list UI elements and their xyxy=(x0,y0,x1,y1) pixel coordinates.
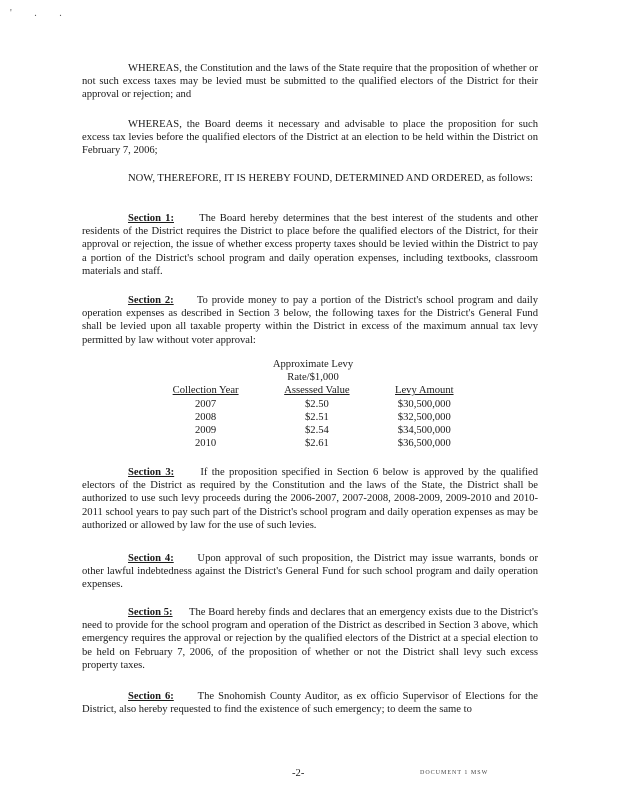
whereas-paragraph-2: WHEREAS, the Board deems it necessary and advisable to place the proposition for such excess tax levies before the qualified electors of the District at an election to be held within the District on February 7, 2006; xyxy=(82,119,538,157)
cell-rate: $2.54 xyxy=(304,425,329,437)
levy-table xyxy=(148,358,478,450)
section-3-label: Section 3: xyxy=(128,467,175,478)
section-2-paragraph xyxy=(82,294,538,347)
section-4-paragraph xyxy=(82,552,538,592)
section-3-paragraph xyxy=(82,466,538,532)
table-row xyxy=(148,411,478,424)
section-4-text: Upon approval of such proposition, the District may issue warrants, bonds or other lawful indebtedness against the District's General Fund for such school program and daily operation expenses. xyxy=(82,553,538,591)
now-therefore-paragraph: NOW, THEREFORE, IT IS HEREBY FOUND, DETERMINED AND ORDERED, as follows: xyxy=(128,173,533,184)
section-6-label: Section 6: xyxy=(128,691,174,702)
section-2-label: Section 2: xyxy=(128,295,174,306)
cell-rate: $2.51 xyxy=(304,411,329,423)
table-row xyxy=(148,398,478,411)
section-1-paragraph xyxy=(82,212,538,278)
section-2-text: To provide money to pay a portion of the District's school program and daily operation expenses as described in Section 3 below, the following taxes for the District's General Fund shall be levied upon all taxable property within the District in excess of the maximum annual tax levy permitted by law without voter approval: xyxy=(82,295,539,346)
table-row xyxy=(148,437,478,450)
section-5-text: The Board hereby finds and declares that an emergency exists due to the District's need to provide for the school program and operation of the District as described in Section 3 above, which emergency requires the approval or rejection by the qualified electors of the District at a special election to be held on February 7, 2006, of the proposition of whether or not the District shall levy such excess property taxes. xyxy=(82,607,538,671)
section-3-text: If the proposition specified in Section 6 below is approved by the qualified electors of the District as required by the Constitution and the laws of the State, the District shall be authorized to use such levy proceeds during the 2006-2007, 2007-2008, 2008-2009, 2009-2010 and 2010-2011 school years to pay such part of the District's school program and daily operation expenses as may be authorized or allowed by law for the use of such levies. xyxy=(82,467,538,531)
levy-header-line-1: Approximate Levy xyxy=(272,359,354,370)
levy-header-line-2: Rate/$1,000 xyxy=(287,372,339,384)
cell-year: 2010 xyxy=(195,438,217,450)
section-5-label: Section 5: xyxy=(128,607,173,618)
section-5-paragraph xyxy=(82,606,538,672)
cell-amount: $32,500,000 xyxy=(397,411,451,423)
page-number: -2- xyxy=(292,768,305,779)
section-1-text: The Board hereby determines that the best interest of the students and other residents of the District requires the District to place before the qualified electors of the District, for their approval or rejection, the issue of whether excess property taxes should be levied within the District to pay a portion of the District's school program and daily operation expenses, including textbooks, classroom materials and staff. xyxy=(82,213,538,277)
col-header-collection-year: Collection Year xyxy=(172,385,239,397)
section-1-label: Section 1: xyxy=(128,213,174,224)
table-row xyxy=(148,424,478,437)
col-header-levy-amount: Levy Amount xyxy=(395,385,454,397)
section-4-label: Section 4: xyxy=(128,553,174,564)
cell-year: 2009 xyxy=(195,425,217,437)
corner-marks: ' . . xyxy=(10,8,72,19)
cell-rate: $2.61 xyxy=(304,438,329,450)
cell-amount: $36,500,000 xyxy=(397,438,451,450)
document-reference: DOCUMENT 1 MSW xyxy=(420,770,489,776)
cell-amount: $30,500,000 xyxy=(397,398,451,410)
levy-header-row xyxy=(148,384,478,397)
section-6-text: The Snohomish County Auditor, as ex officio Supervisor of Elections for the District, also hereby requested to find the existence of such emergency; to deem the same to xyxy=(82,691,538,716)
whereas-paragraph-1: WHEREAS, the Constitution and the laws of the State require that the proposition of whether or not such excess taxes may be levied must be submitted to the qualified electors of the District for their approval or rejection; and xyxy=(82,63,538,101)
section-6-paragraph xyxy=(82,690,538,716)
cell-rate: $2.50 xyxy=(304,398,329,410)
col-header-assessed-value: Assessed Value xyxy=(284,385,350,397)
cell-year: 2008 xyxy=(195,411,217,423)
cell-amount: $34,500,000 xyxy=(397,425,451,437)
cell-year: 2007 xyxy=(195,398,217,410)
